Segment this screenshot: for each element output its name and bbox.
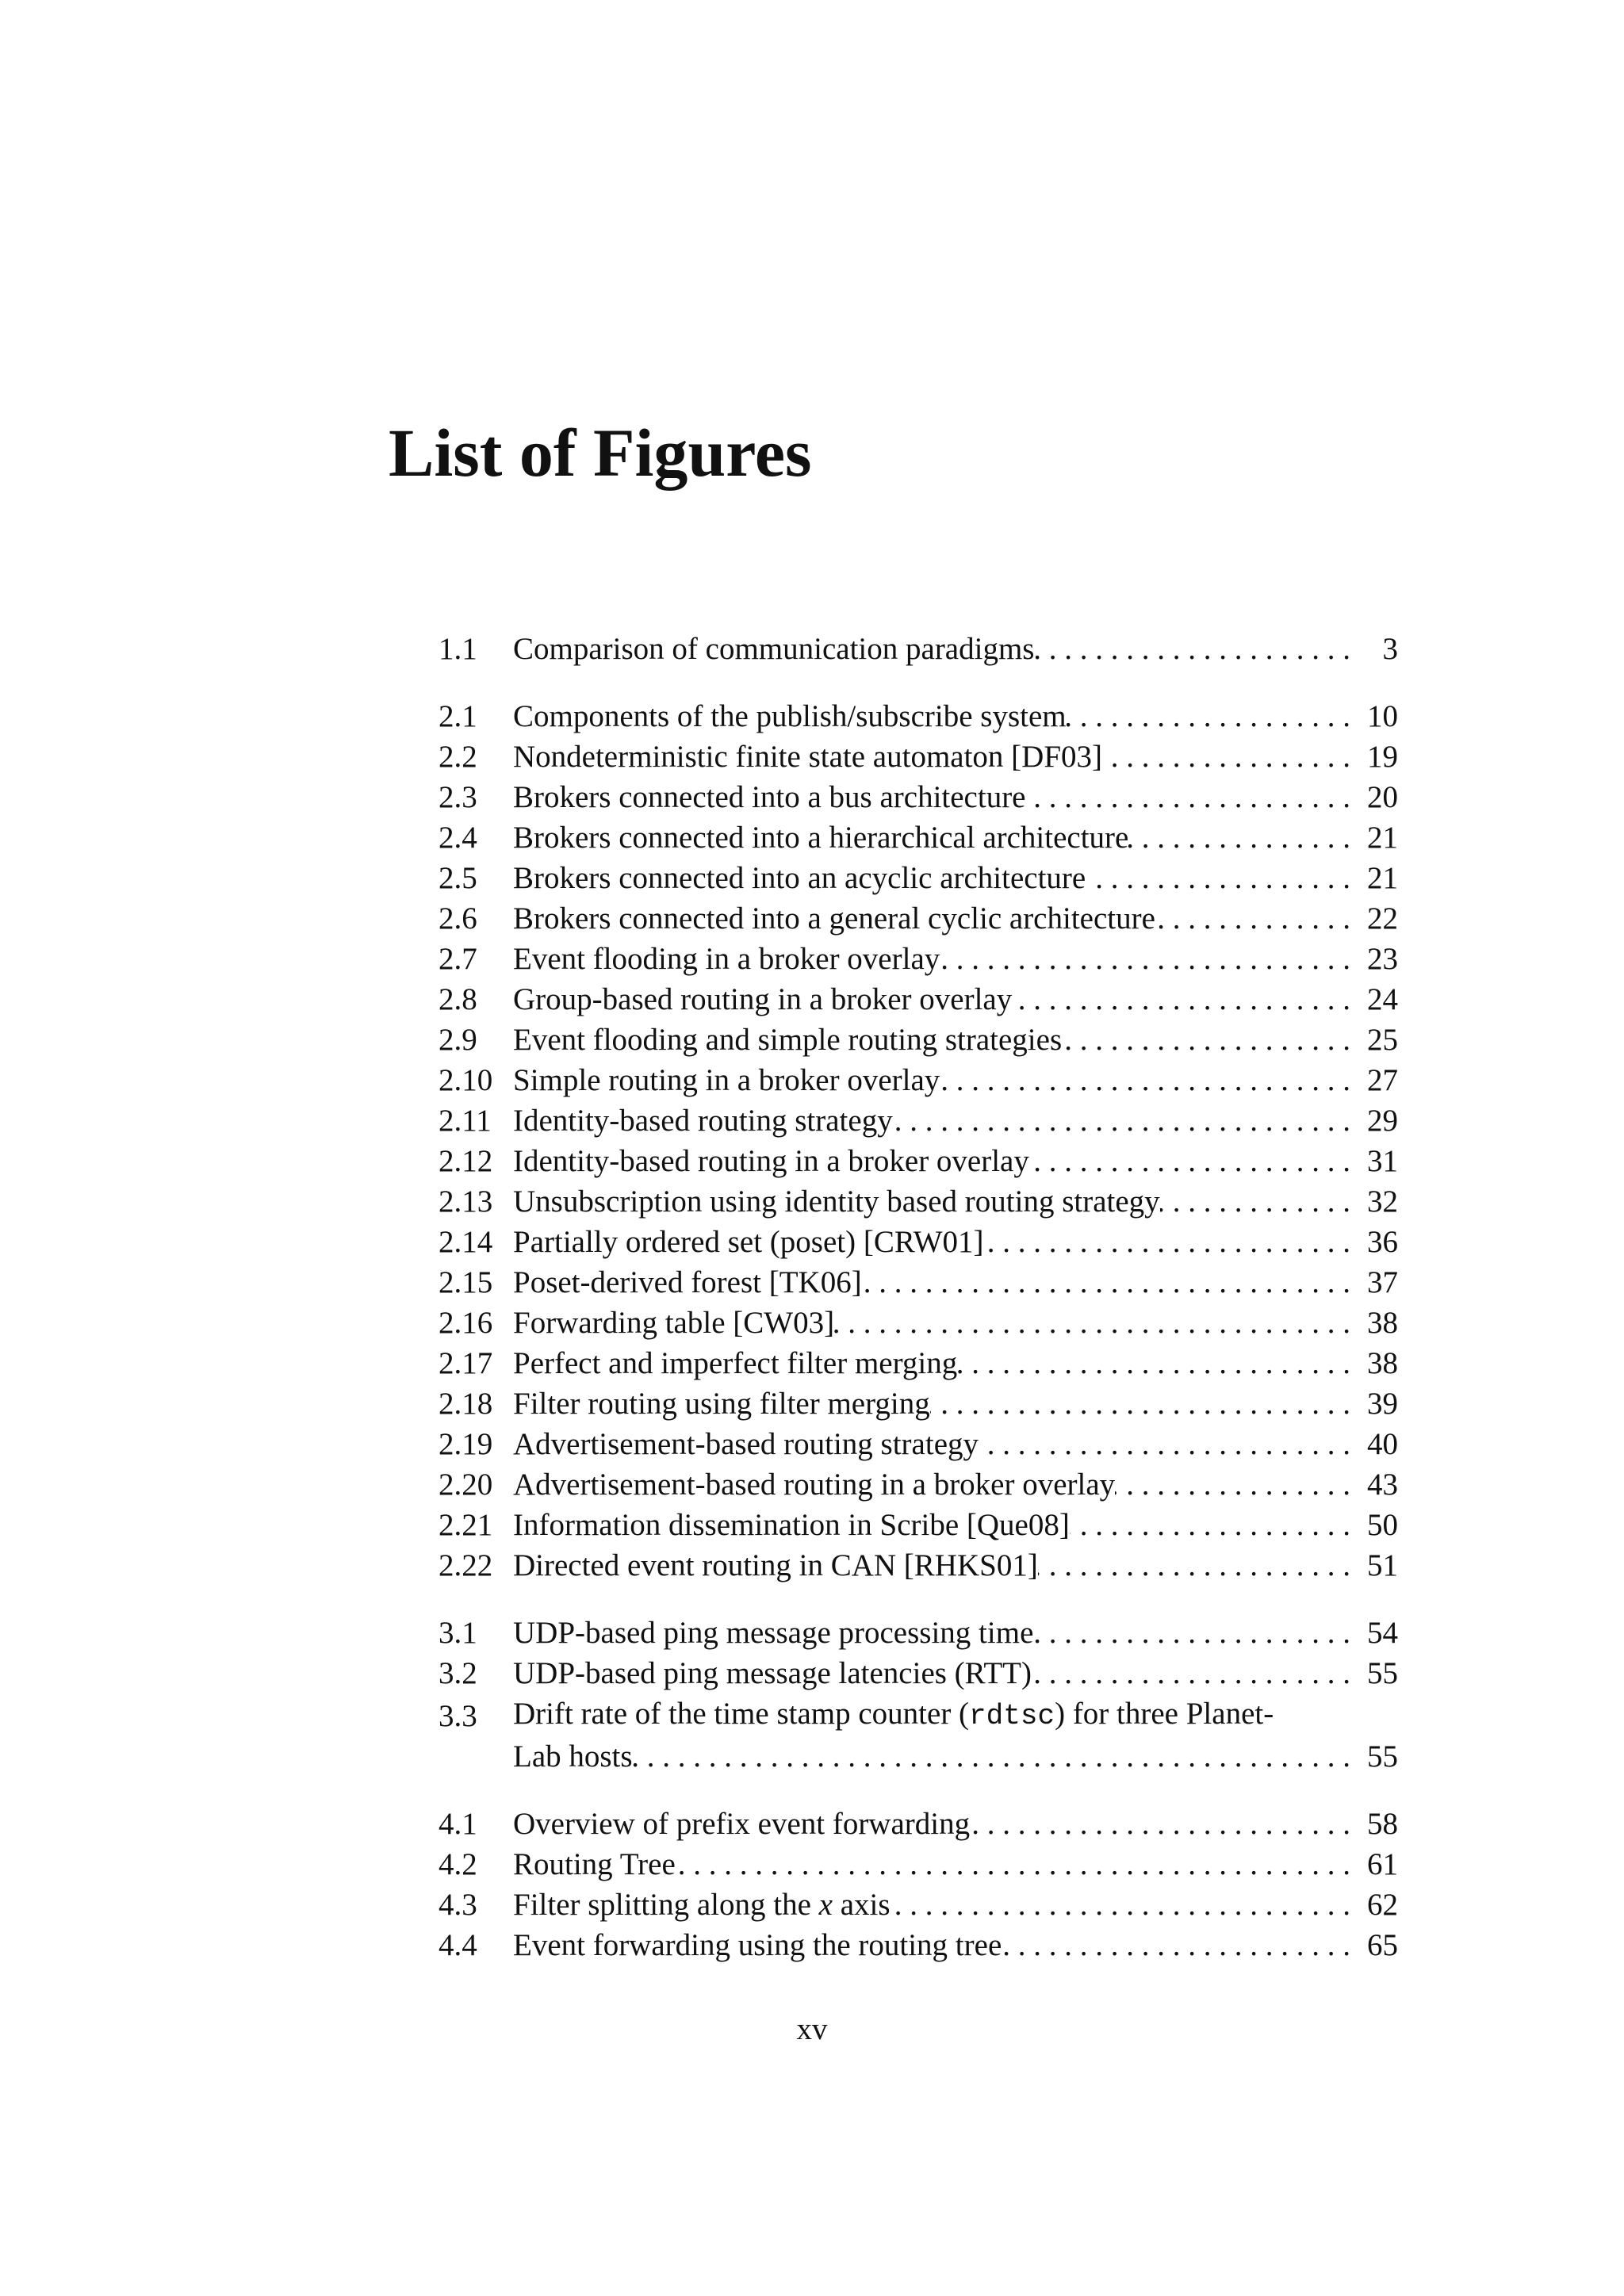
figure-page: 22 <box>1367 901 1398 936</box>
axis-variable: x <box>818 1888 833 1922</box>
figure-title-line-1: Drift rate of the time stamp counter (rdtsc) for three Planet- <box>513 1697 1274 1732</box>
figure-page: 38 <box>1367 1346 1398 1380</box>
figure-page: 43 <box>1367 1468 1398 1502</box>
figure-title: Nondeterministic finite state automaton [DF03] <box>513 740 1102 774</box>
figure-page: 32 <box>1367 1184 1398 1219</box>
figure-body <box>513 777 1350 817</box>
figure-entry[interactable] <box>439 1262 1398 1303</box>
figure-page: 29 <box>1367 1104 1398 1138</box>
figure-entry[interactable] <box>439 817 1398 858</box>
figure-title: Filter routing using filter merging <box>513 1387 930 1421</box>
figure-body <box>513 737 1350 777</box>
figure-entry[interactable] <box>439 1181 1398 1222</box>
dot-leader <box>1102 737 1350 777</box>
figure-page: 37 <box>1367 1265 1398 1299</box>
figure-page: 20 <box>1367 780 1398 814</box>
figure-number: 2.17 <box>439 1346 493 1380</box>
figure-page: 50 <box>1367 1508 1398 1542</box>
figure-body <box>513 1262 1350 1303</box>
dot-leader <box>633 1736 1350 1777</box>
chapter-2-group <box>439 696 1398 1586</box>
figure-number: 2.5 <box>439 861 477 895</box>
figure-title: Directed event routing in CAN [RHKS01] <box>513 1548 1038 1582</box>
figure-body <box>513 1383 1350 1424</box>
figure-body <box>513 1464 1350 1505</box>
figure-body <box>513 1141 1350 1181</box>
figure-number: 2.6 <box>439 901 477 936</box>
dot-leader <box>893 1100 1350 1141</box>
figure-entry[interactable] <box>439 898 1398 939</box>
figure-body <box>513 1545 1350 1586</box>
figure-title: Information dissemination in Scribe [Que08] <box>513 1508 1070 1542</box>
dot-leader <box>1012 979 1350 1020</box>
figure-number: 4.4 <box>439 1928 477 1962</box>
dot-leader <box>1155 898 1350 939</box>
dot-leader <box>1026 777 1351 817</box>
figure-page: 65 <box>1367 1928 1398 1962</box>
figure-number: 2.16 <box>439 1306 493 1340</box>
dot-leader <box>891 1885 1350 1925</box>
dot-leader <box>979 1424 1350 1464</box>
figure-entry[interactable] <box>439 1804 1398 1844</box>
figure-entry[interactable] <box>439 1464 1398 1505</box>
figure-body <box>513 1736 1350 1777</box>
dot-leader <box>1070 1505 1350 1545</box>
dot-leader <box>1115 1464 1350 1505</box>
figure-number: 2.19 <box>439 1427 493 1461</box>
figure-title: UDP-based ping message processing time <box>513 1616 1034 1650</box>
figure-entry[interactable] <box>439 1020 1398 1060</box>
chapter-3-group <box>439 1613 1398 1777</box>
figure-title: Brokers connected into a hierarchical architecture <box>513 821 1129 855</box>
figure-body <box>513 1844 1350 1885</box>
figure-title: Poset-derived forest [TK06] <box>513 1265 862 1299</box>
figure-entry[interactable] <box>439 1545 1398 1586</box>
figure-number: 2.4 <box>439 821 477 855</box>
figure-number: 2.22 <box>439 1548 493 1582</box>
page-title: List of Figures <box>389 415 812 491</box>
figure-entry[interactable] <box>439 1613 1398 1653</box>
figure-title: Partially ordered set (poset) [CRW01] <box>513 1225 984 1259</box>
figure-number: 2.11 <box>439 1104 492 1138</box>
figure-page: 55 <box>1367 1656 1398 1690</box>
figure-number: 3.2 <box>439 1656 477 1690</box>
figure-body <box>513 1505 1350 1545</box>
figure-body <box>513 817 1350 858</box>
figure-list <box>439 629 1398 1992</box>
figure-page: 58 <box>1367 1807 1398 1841</box>
chapter-4-group <box>439 1804 1398 1965</box>
dot-leader <box>1029 1141 1350 1181</box>
figure-title: Unsubscription using identity based routing strategy <box>513 1184 1160 1219</box>
figure-entry[interactable] <box>439 737 1398 777</box>
dot-leader <box>1160 1181 1350 1222</box>
dot-leader <box>1128 817 1350 858</box>
figure-entry[interactable] <box>439 1100 1398 1141</box>
figure-title: Simple routing in a broker overlay <box>513 1063 940 1097</box>
dot-leader <box>1062 1020 1350 1060</box>
figure-number: 3.1 <box>439 1616 477 1650</box>
dot-leader <box>940 1060 1350 1100</box>
figure-page: 54 <box>1367 1616 1398 1650</box>
figure-entry[interactable] <box>439 1885 1398 1925</box>
figure-title: Brokers connected into an acyclic architecture <box>513 861 1086 895</box>
figure-page: 31 <box>1367 1144 1398 1178</box>
figure-body <box>513 629 1350 669</box>
figure-title: Event flooding and simple routing strategies <box>513 1023 1063 1057</box>
figure-body <box>513 858 1350 898</box>
figure-entry[interactable] <box>439 1424 1398 1464</box>
figure-page: 21 <box>1367 861 1398 895</box>
figure-page: 61 <box>1367 1847 1398 1881</box>
figure-body <box>513 1222 1350 1262</box>
figure-entry[interactable] <box>439 777 1398 817</box>
figure-body <box>513 898 1350 939</box>
figure-page: 55 <box>1367 1739 1398 1774</box>
figure-body <box>513 1181 1350 1222</box>
figure-number: 4.1 <box>439 1807 477 1841</box>
figure-number: 2.10 <box>439 1063 493 1097</box>
dot-leader <box>676 1844 1350 1885</box>
figure-body <box>513 1424 1350 1464</box>
figure-page: 3 <box>1382 632 1398 666</box>
figure-body <box>513 696 1350 737</box>
figure-number: 2.8 <box>439 982 477 1016</box>
figure-title: Identity-based routing in a broker overlay <box>513 1144 1029 1178</box>
figure-entry[interactable] <box>439 979 1398 1020</box>
dot-leader <box>1034 629 1350 669</box>
figure-body <box>513 1613 1350 1653</box>
figure-page: 10 <box>1367 699 1398 733</box>
dot-leader <box>1086 858 1350 898</box>
figure-number: 2.13 <box>439 1184 493 1219</box>
figure-title: Event forwarding using the routing tree <box>513 1928 1002 1962</box>
figure-entry[interactable] <box>439 629 1398 669</box>
figure-page: 51 <box>1367 1548 1398 1582</box>
figure-body <box>513 979 1350 1020</box>
figure-number: 1.1 <box>439 632 477 666</box>
figure-entry[interactable] <box>439 1693 1398 1777</box>
figure-entry[interactable] <box>439 1505 1398 1545</box>
rdtsc-code: rdtsc <box>969 1700 1055 1732</box>
figure-entry[interactable] <box>439 1141 1398 1181</box>
figure-number: 2.1 <box>439 699 477 733</box>
dot-leader <box>970 1804 1350 1844</box>
figure-entry[interactable] <box>439 1343 1398 1383</box>
figure-title: Brokers connected into a bus architecture <box>513 780 1026 814</box>
figure-entry[interactable] <box>439 1222 1398 1262</box>
figure-title: Comparison of communication paradigms <box>513 632 1035 666</box>
figure-number: 2.14 <box>439 1225 493 1259</box>
figure-title: Filter splitting along the x axis <box>513 1888 891 1922</box>
figure-title: Components of the publish/subscribe system <box>513 699 1067 733</box>
figure-title: Event flooding in a broker overlay <box>513 942 940 976</box>
figure-body <box>513 1925 1350 1965</box>
figure-number: 4.2 <box>439 1847 477 1881</box>
figure-page: 36 <box>1367 1225 1398 1259</box>
figure-title: Forwarding table [CW03] <box>513 1306 835 1340</box>
figure-number: 2.21 <box>439 1508 493 1542</box>
dot-leader <box>1033 1613 1350 1653</box>
figure-body <box>513 1343 1350 1383</box>
figure-number: 2.9 <box>439 1023 477 1057</box>
dot-leader <box>862 1262 1350 1303</box>
figure-number: 2.12 <box>439 1144 493 1178</box>
figure-title: Identity-based routing strategy <box>513 1104 893 1138</box>
dot-leader <box>1067 696 1350 737</box>
figure-page: 38 <box>1367 1306 1398 1340</box>
figure-number: 3.3 <box>439 1699 477 1733</box>
dot-leader <box>1032 1653 1350 1693</box>
figure-entry[interactable] <box>439 696 1398 737</box>
figure-body <box>513 1060 1350 1100</box>
figure-page: 25 <box>1367 1023 1398 1057</box>
figure-number: 2.2 <box>439 740 477 774</box>
dot-leader <box>940 939 1350 979</box>
figure-entry[interactable] <box>439 1844 1398 1885</box>
figure-body <box>513 1020 1350 1060</box>
chapter-1-group <box>439 629 1398 669</box>
figure-title: UDP-based ping message latencies (RTT) <box>513 1656 1032 1690</box>
figure-body <box>513 939 1350 979</box>
figure-entry[interactable] <box>439 1383 1398 1424</box>
figure-page: 19 <box>1367 740 1398 774</box>
figure-title-line-2: Lab hosts <box>513 1739 633 1774</box>
figure-page: 40 <box>1367 1427 1398 1461</box>
figure-entry[interactable] <box>439 1653 1398 1693</box>
figure-entry[interactable] <box>439 1925 1398 1965</box>
page-number: xv <box>796 2012 828 2046</box>
dot-leader <box>834 1303 1350 1343</box>
figure-page: 27 <box>1367 1063 1398 1097</box>
figure-title: Routing Tree <box>513 1847 676 1881</box>
dot-leader <box>1038 1545 1350 1586</box>
figure-page: 21 <box>1367 821 1398 855</box>
figure-page: 24 <box>1367 982 1398 1016</box>
figure-title: Group-based routing in a broker overlay <box>513 982 1013 1016</box>
figure-page: 39 <box>1367 1387 1398 1421</box>
figure-number: 4.3 <box>439 1888 477 1922</box>
figure-entry[interactable] <box>439 858 1398 898</box>
figure-title: Advertisement-based routing in a broker overlay <box>513 1468 1116 1502</box>
dot-leader <box>930 1383 1350 1424</box>
figure-body <box>513 1100 1350 1141</box>
figure-body <box>513 1653 1350 1693</box>
figure-title: Overview of prefix event forwarding <box>513 1807 971 1841</box>
figure-page: 62 <box>1367 1888 1398 1922</box>
figure-number: 2.7 <box>439 942 477 976</box>
dot-leader <box>984 1222 1350 1262</box>
figure-body <box>513 1303 1350 1343</box>
figure-number: 2.18 <box>439 1387 493 1421</box>
figure-page: 23 <box>1367 942 1398 976</box>
dot-leader <box>957 1343 1350 1383</box>
figure-body <box>513 1804 1350 1844</box>
figure-number: 2.15 <box>439 1265 493 1299</box>
figure-entry[interactable] <box>439 939 1398 979</box>
figure-number: 2.20 <box>439 1468 493 1502</box>
dot-leader <box>1002 1925 1350 1965</box>
figure-body <box>513 1885 1350 1925</box>
figure-title: Perfect and imperfect filter merging <box>513 1346 958 1380</box>
figure-number: 2.3 <box>439 780 477 814</box>
figure-title: Advertisement-based routing strategy <box>513 1427 979 1461</box>
figure-entry[interactable] <box>439 1303 1398 1343</box>
figure-entry[interactable] <box>439 1060 1398 1100</box>
figure-title: Brokers connected into a general cyclic architecture <box>513 901 1155 936</box>
